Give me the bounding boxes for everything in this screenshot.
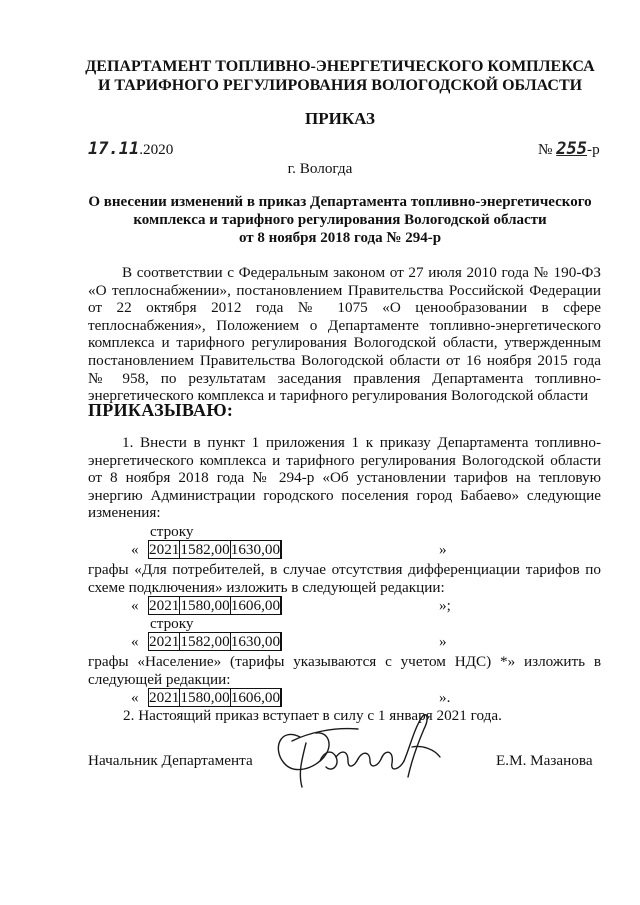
quote-close: »: [439, 541, 447, 558]
value-cell-1: 1580,00: [180, 689, 230, 706]
year-cell: 2021: [149, 541, 180, 558]
value-cell-1: 1582,00: [180, 633, 230, 650]
preamble-paragraph: В соответствии с Федеральным законом от 27 июля 2010 года № 190-ФЗ «О теплоснабжении», постановлением Правительства Российской Федерации от 22 октября 2012 года № 1075 «О ценообразовании в сфере теплоснабжения», Положением о Департаменте топливно-энергетического комплекса и тарифного регулирования Вологодской области, утвержденным постановлением Правительства Вологодской области от 16 ноября 2015 года № 958, по результатам заседания правления Департамента топливно-энергетического комплекса и тарифного регулирования Вологодской области: [88, 264, 601, 405]
stroku-label-1: строку: [150, 523, 194, 540]
order-title-line3: от 8 ноября 2018 года № 294-р: [238, 230, 442, 246]
signer-name: Е.М. Мазанова: [496, 752, 593, 769]
value-cell-2: 1630,00: [230, 633, 281, 650]
department-name-line2: И ТАРИФНОГО РЕГУЛИРОВАНИЯ ВОЛОГОДСКОЙ ОБЛАСТИ: [97, 77, 583, 94]
value-cell-2: 1606,00: [230, 689, 281, 706]
order-title-line1: О внесении изменений в приказ Департамента топливно-энергетического: [88, 194, 592, 210]
quote-open: «: [131, 541, 139, 558]
tariff-table-2: [148, 596, 282, 615]
value-cell-2: 1606,00: [230, 597, 281, 614]
document-type: ПРИКАЗ: [305, 109, 375, 128]
item-1-paragraph: 1. Внести в пункт 1 приложения 1 к приказу Департамента топливно-энергетического комплекса и тарифного регулирования Вологодской области от 8 ноября 2018 года № 294-р «Об установлении тарифов на тепловую энергию Администрации городского поселения город Бабаево» следующие изменения:: [88, 434, 601, 522]
value-cell-2: 1630,00: [230, 541, 281, 558]
empty-cell: [281, 597, 282, 615]
value-cell-1: 1582,00: [180, 541, 230, 558]
graf-1-paragraph: графы «Для потребителей, в случае отсутствия дифференциации тарифов по схеме подключения» изложить в следующей редакции:: [88, 561, 601, 596]
document-number: [538, 139, 600, 159]
year-cell: 2021: [149, 633, 180, 650]
quote-open: «: [131, 689, 139, 706]
quote-open: «: [131, 633, 139, 650]
stroku-label-2: строку: [150, 615, 194, 632]
number-sign: №: [538, 141, 553, 158]
date-year: .2020: [139, 141, 174, 158]
order-word: ПРИКАЗЫВАЮ:: [88, 400, 234, 420]
graf-2-paragraph: графы «Население» (тарифы указываются с учетом НДС) *» изложить в следующей редакции:: [88, 653, 601, 688]
tariff-table-1: [148, 540, 282, 559]
year-cell: 2021: [149, 689, 180, 706]
value-cell-1: 1580,00: [180, 597, 230, 614]
item-2-paragraph: 2. Настоящий приказ вступает в силу с 1 января 2021 года.: [123, 707, 502, 724]
empty-cell: [281, 689, 282, 707]
number-suffix: -р: [587, 141, 600, 158]
city: г. Вологда: [287, 160, 353, 177]
quote-close: »;: [439, 597, 451, 614]
quote-close: ».: [439, 689, 451, 706]
order-title-line2: комплекса и тарифного регулирования Вологодской области: [133, 212, 547, 228]
document-date: [88, 139, 173, 159]
tariff-table-3: [148, 632, 282, 651]
signer-position: Начальник Департамента: [88, 752, 253, 769]
quote-close: »: [439, 633, 447, 650]
empty-cell: [281, 633, 282, 651]
year-cell: 2021: [149, 597, 180, 614]
department-name-line1: ДЕПАРТАМЕНТ ТОПЛИВНО-ЭНЕРГЕТИЧЕСКОГО КОМПЛЕКСА: [85, 58, 595, 75]
tariff-table-4: [148, 688, 282, 707]
signature-icon: [262, 707, 462, 802]
quote-open: «: [131, 597, 139, 614]
handwritten-number: 255: [556, 139, 588, 159]
handwritten-date: 17.11: [88, 139, 140, 159]
empty-cell: [281, 541, 282, 559]
